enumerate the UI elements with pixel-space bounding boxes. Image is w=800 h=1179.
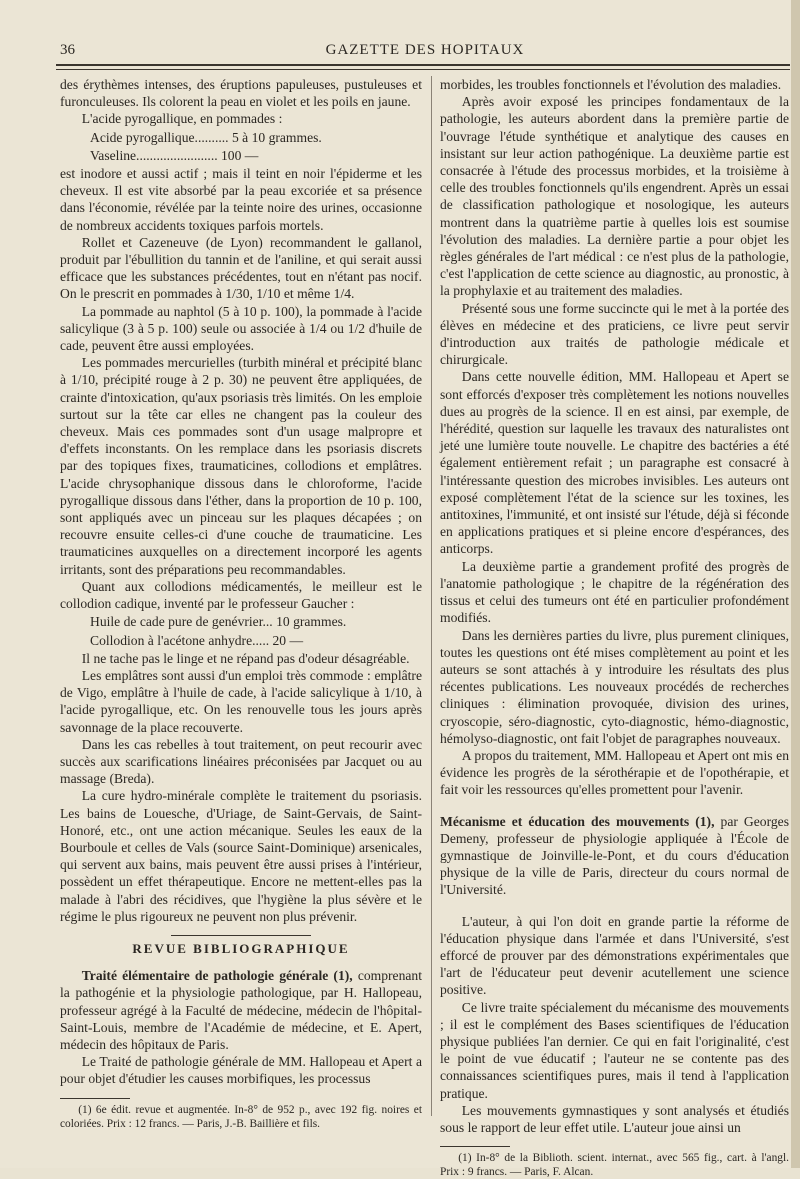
formula-line: Collodion à l'acétone anhydre..... 20 — (90, 632, 304, 648)
paragraph: Quant aux collodions médicamentés, le meilleur est le collodion cadique, inventé par le professeur Gaucher : (60, 578, 422, 612)
review-paragraph (440, 813, 789, 899)
page-edge (791, 0, 800, 1168)
footnote: (1) In-8° de la Biblioth. scient. internat., avec 565 fig., cart. à l'angl. Prix : 9 francs. — Paris, F. Alcan. (440, 1152, 789, 1179)
paragraph: Les pommades mercurielles (turbith minéral et précipité blanc à 1/10, précipité rouge à 2 p. 30) ne peuvent être appliquées, de crainte d'intoxication, qu'aux psoriasis très limités. On les emploie surtout sur la tête car elles ne changent pas la couleur des cheveux. Mais ces pommades sont d'un usage malpropre et d'effets inconstants. On les remplace dans les psoriasis discrets par des topiques fixes, traumaticines, collodions et emplâtres. L'acide chrysophanique dissous dans le chloroforme, l'acide pyrogallique dissous dans l'éther, dans la proportion de 10 p. 100, sont appliqués avec un pinceau sur les plaques décapées ; on recouvre ensuite celles-ci d'une couche de traumaticine. Les traumaticines auxquelles on a directement incorporé les agents irritants, sont des préparations peu recommandables. (60, 355, 422, 577)
paragraph: Il ne tache pas le linge et ne répand pas d'odeur désagréable. (81, 650, 410, 666)
page-header (60, 40, 790, 62)
header-rule-thin (56, 69, 790, 70)
book-title: Mécanisme et éducation des mouvements (1), (440, 813, 715, 829)
formula-line: Acide pyrogallique.......... 5 à 10 grammes. (90, 129, 322, 145)
paragraph: Après avoir exposé les principes fondamentaux de la pathologie, les auteurs abordent dans la première partie de l'ouvrage l'étude synthétique et analytique des causes en insistant sur leur action pathogénique. La deuxième partie est consacrée à l'étude des processus morbides, et la troisième à celle des troubles fonctionnels qu'ils engendrent. Après un essai de classification pathologique et nosologique, les auteurs montrent dans la quatrième partie à quelles lois est soumise l'évolution des maladies. La dernière partie a pour objet les règles générales de l'art médical : ce n'est plus de la pathologie, c'est l'application de cette science au diagnostic, au pronostic, à la prophylaxie et au traitement des maladies. (440, 94, 789, 299)
header-rule (56, 64, 790, 66)
right-column (440, 76, 789, 1179)
paragraph: morbides, les troubles fonctionnels et l'évolution des maladies. (440, 77, 782, 92)
footnote-rule (60, 1098, 130, 1099)
paragraph: Les mouvements gymnastiques y sont analysés et étudiés sous le rapport de leur effet utile. L'auteur joue ainsi un (440, 1102, 789, 1135)
spacer (440, 799, 789, 813)
paragraph: Ce livre traite spécialement du mécanisme des mouvements ; il est le complément des Bases scientifiques de l'éducation physique publiées l'an dernier. Ce qui en fait l'originalité, c'est le point de vue éducatif ; l'auteur ne se contente pas des connaissances scientifiques pures, mais il tend à l'application pratique. (440, 999, 789, 1101)
paragraph: L'acide pyrogallique, en pommades : (81, 111, 283, 127)
paragraph: La cure hydro-minérale complète le traitement du psoriasis. Les bains de Louesche, d'Uriage, de Saint-Gervais, de Saint-Honoré, etc., ont une action mécanique. Seules les eaux de la Bourboule et celles de Vals (source Saint-Dominique) arsenicales, qui servent aux bains, mais peuvent être aussi prises à l'intérieur, possèdent un effet thérapeutique. Encore ne mettent-elles pas la malade à l'abri des récidives, que l'hygiène la plus sévère et le régime le plus rigoureux ne peuvent non plus prévenir. (60, 788, 422, 924)
paragraph: Rollet et Cazeneuve (de Lyon) recommandent le gallanol, produit par l'ébullition du tannin et de l'aniline, et qui serait aussi efficace que les substances précédentes, tout en n'étant pas nocif. On le prescrit en pommades à 1/30, 1/10 et même 1/4. (60, 234, 422, 302)
paragraph: A propos du traitement, MM. Hallopeau et Apert ont mis en évidence les progrès de la sérothérapie et de l'opothérapie, et fait voir les ressources qu'elles promettent pour l'avenir. (440, 747, 789, 798)
paragraph: est inodore et aussi actif ; mais il teint en noir l'épiderme et les cheveux. Il est vite absorbé par la peau excoriée et sa présence dans l'économie, révélée par la teinte noire des urines, occasionne de nombreux accidents toxiques parfois mortels. (60, 166, 422, 233)
paragraph: La pommade au naphtol (5 à 10 p. 100), la pommade à l'acide salicylique (3 à 5 p. 100) seule ou associée à 1/4 ou 1/2 d'huile de cade, peuvent être aussi employées. (60, 303, 422, 354)
spacer (440, 899, 789, 913)
section-rule (171, 935, 311, 936)
paragraph: Dans les dernières parties du livre, plus purement cliniques, toutes les questions ont été mises complètement au point et les auteurs se sont attachés à y introduire les résultats des plus récentes publications. Les nouveaux procédés de recherches cliniques : élimination provoquée, division des urines, cryoscopie, séro-diagnostic, cyto-diagnostic, hémo-diagnostic, hémolyso-diagnostic, ont fait l'objet de paragraphes nouveaux. (440, 627, 789, 746)
paragraph: La deuxième partie a grandement profité des progrès de l'anatomie pathologique ; le chapitre de la régénération des tissus et celui des tumeurs ont été en particulier profondément modifiés. (440, 558, 789, 626)
paragraph: Présenté sous une forme succincte qui le met à la portée des élèves en médecine et des praticiens, ce livre peut servir d'introduction aux traités de pathologie médicale et chirurgicale. (440, 300, 789, 368)
book-title: Traité élémentaire de pathologie générale (1), (81, 968, 353, 984)
book-description: par Georges Demeny, professeur de physiologie appliquée à l'École de gymnastique de Joinville-le-Pont, et du cours d'éducation physique de la ville de Paris, directeur du cours normal de l'Université. (440, 813, 789, 898)
review-paragraph (60, 967, 422, 1053)
formula-line: Vaseline........................ 100 — (90, 147, 259, 163)
paragraph: Le Traité de pathologie générale de MM. Hallopeau et Apert a pour objet d'étudier les causes morbifiques, les processus (60, 1054, 422, 1087)
paragraph: Les emplâtres sont aussi d'un emploi très commode : emplâtre de Vigo, emplâtre à l'huile de cade, à l'acide salicylique à 1/10, à l'acide pyrogallique, etc. On les renouvelle tous les jours après savonnage de la place recouverte. (60, 667, 422, 735)
left-column (60, 76, 422, 1131)
book-description: comprenant la pathogénie et la physiologie pathologique, par H. Hallopeau, professeur agrégé à la Faculté de médecine, médecin de l'hôpital-Saint-Louis, membre de l'Académie de médecine, et E. Apert, médecin des hôpitaux de Paris. (60, 968, 422, 1052)
paragraph: des érythèmes intenses, des éruptions papuleuses, pustuleuses et furonculeuses. Ils colorent la peau en violet et les poils en jaune. (60, 77, 422, 110)
formula-line: Huile de cade pure de genévrier... 10 grammes. (90, 614, 347, 630)
footnote-rule (440, 1146, 510, 1147)
section-title: REVUE BIBLIOGRAPHIQUE (132, 940, 350, 956)
footnote: (1) 6e édit. revue et augmentée. In-8° de 952 p., avec 192 fig. noires et coloriées. Prix : 12 francs. — Paris, J.-B. Baillière et fils. (60, 1103, 422, 1130)
page-number: 36 (60, 42, 75, 58)
column-divider (431, 76, 432, 1116)
paragraph: Dans les cas rebelles à tout traitement, on peut recourir avec succès aux scarifications linéaires préconisées par Jacquet ou au massage (Breda). (60, 736, 422, 787)
paragraph: Dans cette nouvelle édition, MM. Hallopeau et Apert se sont efforcés d'exposer très complètement les notions nouvelles dues au progrès de la science. Il en est ainsi, par exemple, de l'hérédité, question sur laquelle les travaux des naturalistes ont jeté une lumière toute nouvelle. Le chapitre des bactéries a été également entièrement refait ; un paragraphe est consacré à l'intéressante question des microbes invisibles. Les auteurs ont exposé complètement l'état de la science sur les toxines, les antitoxines, l'immunité, et ont insisté sur l'étude, déjà si féconde en applications pratiques et si pleine encore d'espérances, des anticorps. (440, 369, 789, 557)
running-title: GAZETTE DES HOPITAUX (325, 42, 525, 58)
paragraph: L'auteur, à qui l'on doit en grande partie la réforme de l'éducation physique dans l'armée et dans l'Université, s'est efforcé de prouver par des démonstrations expérimentales que l'art de l'éducateur peut devenir acutellement une science positive. (440, 913, 789, 998)
